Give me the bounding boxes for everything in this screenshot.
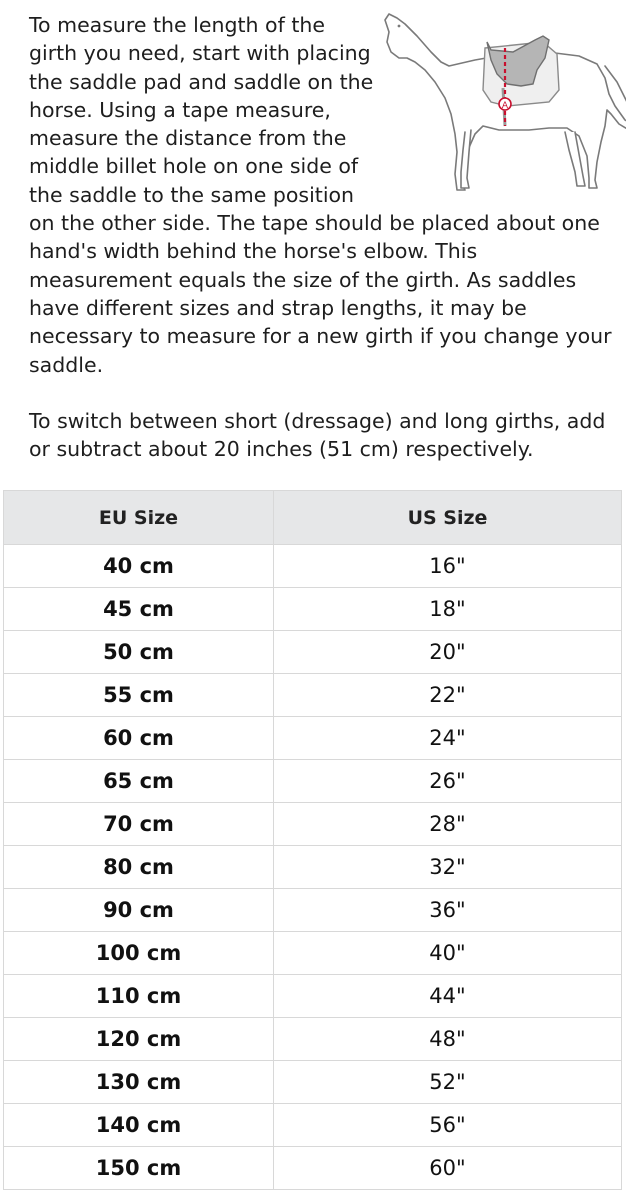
eu-size-cell: 40 cm — [4, 545, 274, 588]
table-row — [4, 1061, 622, 1104]
eu-size-cell: 140 cm — [4, 1104, 274, 1147]
eu-size-cell: 60 cm — [4, 717, 274, 760]
us-size-cell: 32" — [274, 846, 622, 889]
table-row — [4, 674, 622, 717]
us-size-cell: 52" — [274, 1061, 622, 1104]
svg-text:A: A — [501, 101, 509, 111]
us-size-cell: 22" — [274, 674, 622, 717]
eu-size-cell: 110 cm — [4, 975, 274, 1018]
us-size-cell: 20" — [274, 631, 622, 674]
eu-size-header: EU Size — [4, 491, 274, 545]
table-row — [4, 889, 622, 932]
instructions-text — [29, 11, 619, 463]
table-row — [4, 1018, 622, 1061]
eu-size-cell: 80 cm — [4, 846, 274, 889]
table-header-row — [4, 491, 622, 545]
eu-size-cell: 90 cm — [4, 889, 274, 932]
us-size-cell: 26" — [274, 760, 622, 803]
us-size-cell: 40" — [274, 932, 622, 975]
table-row — [4, 588, 622, 631]
table-row — [4, 1147, 622, 1190]
table-row — [4, 545, 622, 588]
girth-size-table — [3, 490, 622, 1190]
us-size-cell: 18" — [274, 588, 622, 631]
eu-size-cell: 50 cm — [4, 631, 274, 674]
us-size-cell: 56" — [274, 1104, 622, 1147]
us-size-cell: 48" — [274, 1018, 622, 1061]
eu-size-cell: 120 cm — [4, 1018, 274, 1061]
eu-size-cell: 100 cm — [4, 932, 274, 975]
us-size-cell: 16" — [274, 545, 622, 588]
table-row — [4, 631, 622, 674]
eu-size-cell: 150 cm — [4, 1147, 274, 1190]
eu-size-cell: 70 cm — [4, 803, 274, 846]
table-row — [4, 1104, 622, 1147]
table-row — [4, 846, 622, 889]
us-size-cell: 36" — [274, 889, 622, 932]
us-size-cell: 44" — [274, 975, 622, 1018]
table-row — [4, 932, 622, 975]
us-size-cell: 28" — [274, 803, 622, 846]
eu-size-cell: 130 cm — [4, 1061, 274, 1104]
table-body — [4, 545, 622, 1190]
instructions-paragraph: To measure the length of the girth you need, start with placing the saddle pad and saddle on the horse. Using a tape measure, measure the distance from the middle billet hole on one side of the saddle to the same position on the other side. The tape should be placed about one hand's width behind the horse's elbow. This measurement equals the size of the girth. As saddles have different sizes and strap lengths, it may be necessary to measure for a new girth if you change your saddle. — [29, 13, 612, 377]
table-row — [4, 760, 622, 803]
conversion-note: To switch between short (dressage) and long girths, add or subtract about 20 inches (51 cm) respectively. — [29, 408, 606, 462]
table-row — [4, 975, 622, 1018]
us-size-header: US Size — [274, 491, 622, 545]
us-size-cell: 24" — [274, 717, 622, 760]
horse-icon — [379, 2, 626, 194]
table-row — [4, 803, 622, 846]
us-size-cell: 60" — [274, 1147, 622, 1190]
table-row — [4, 717, 622, 760]
eu-size-cell: 65 cm — [4, 760, 274, 803]
eu-size-cell: 45 cm — [4, 588, 274, 631]
horse-saddle-illustration — [379, 2, 626, 194]
eu-size-cell: 55 cm — [4, 674, 274, 717]
